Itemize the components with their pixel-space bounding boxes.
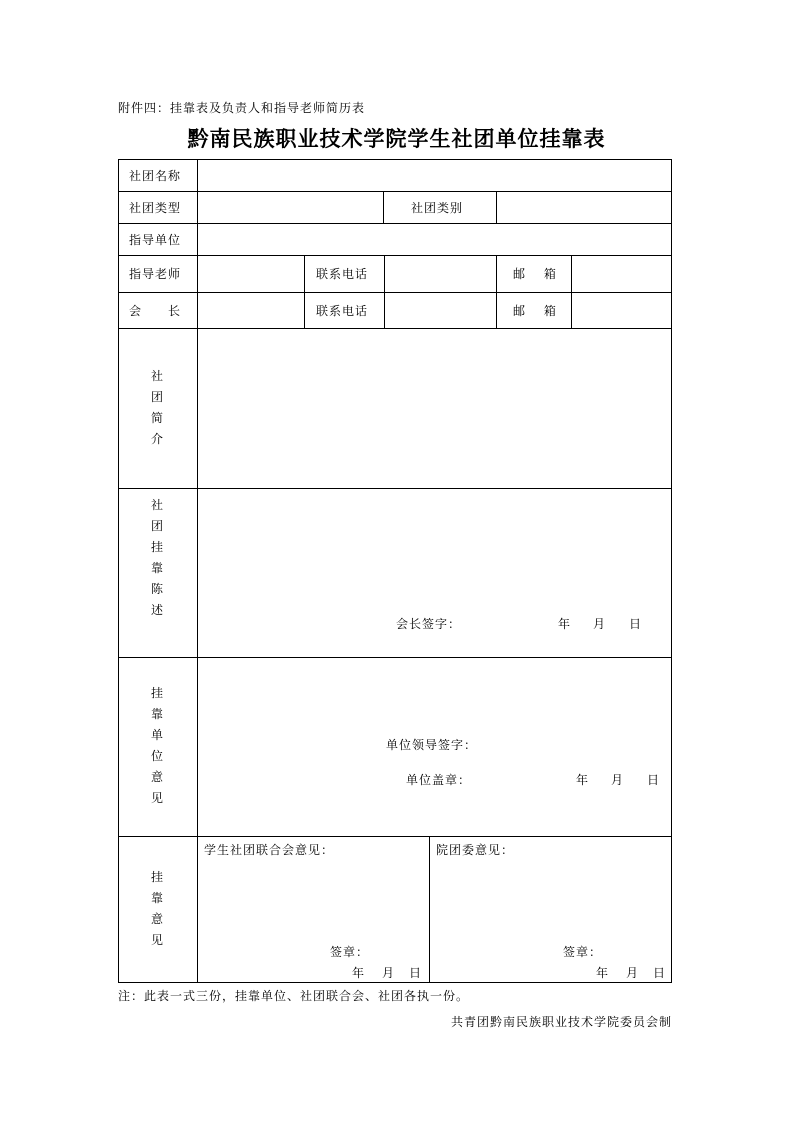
guide-unit-label: 指导单位 [129,233,182,247]
annex-label: 附件四：挂靠表及负责人和指导老师简历表 [118,101,366,115]
president-phone-label: 联系电话 [316,304,369,318]
date-year: 年 [558,617,572,631]
union-opinion-label: 学生社团联合会意见： [204,843,335,857]
president-label: 会 长 [129,304,182,318]
league-opinion-label: 院团委意见： [436,843,515,857]
club-name-label: 社团名称 [129,169,182,183]
unit-seal-label: 单位盖章： [406,773,472,787]
unit-date-day: 日 [647,773,661,787]
club-type-label: 社团类型 [129,201,182,215]
advisor-email-label: 邮 箱 [513,267,557,281]
club-category-label: 社团类别 [411,201,464,215]
footnote: 注：此表一式三份，挂靠单位、社团联合会、社团各执一份。 [118,989,470,1003]
intro-label: 社 团 简 介 [150,369,163,446]
union-seal-label: 签章： [330,945,370,959]
issuer: 共青团黔南民族职业技术学院委员会制 [450,1015,672,1029]
date-day: 日 [629,617,643,631]
advisor-label: 指导老师 [129,267,182,281]
unit-date-month: 月 [611,773,625,787]
unit-opinion-label: 挂 靠 单 位 意 见 [150,686,163,805]
form-title: 黔南民族职业技术学院学生社团单位挂靠表 [187,127,606,151]
leader-sign-label: 单位领导签字： [386,738,478,752]
union-date-year: 年 [352,966,366,980]
unit-date-year: 年 [576,773,590,787]
league-seal-label: 签章： [563,945,603,959]
statement-label: 社 团 挂 靠 陈 述 [150,498,163,617]
president-email-label: 邮 箱 [513,304,557,318]
union-date-month: 月 [382,966,396,980]
opinion-label: 挂 靠 意 见 [150,870,163,947]
president-sign-label: 会长签字： [396,617,462,631]
league-date-day: 日 [653,966,667,980]
league-date-year: 年 [596,966,610,980]
union-date-day: 日 [409,966,423,980]
date-month: 月 [593,617,607,631]
league-date-month: 月 [626,966,640,980]
advisor-phone-label: 联系电话 [316,267,369,281]
